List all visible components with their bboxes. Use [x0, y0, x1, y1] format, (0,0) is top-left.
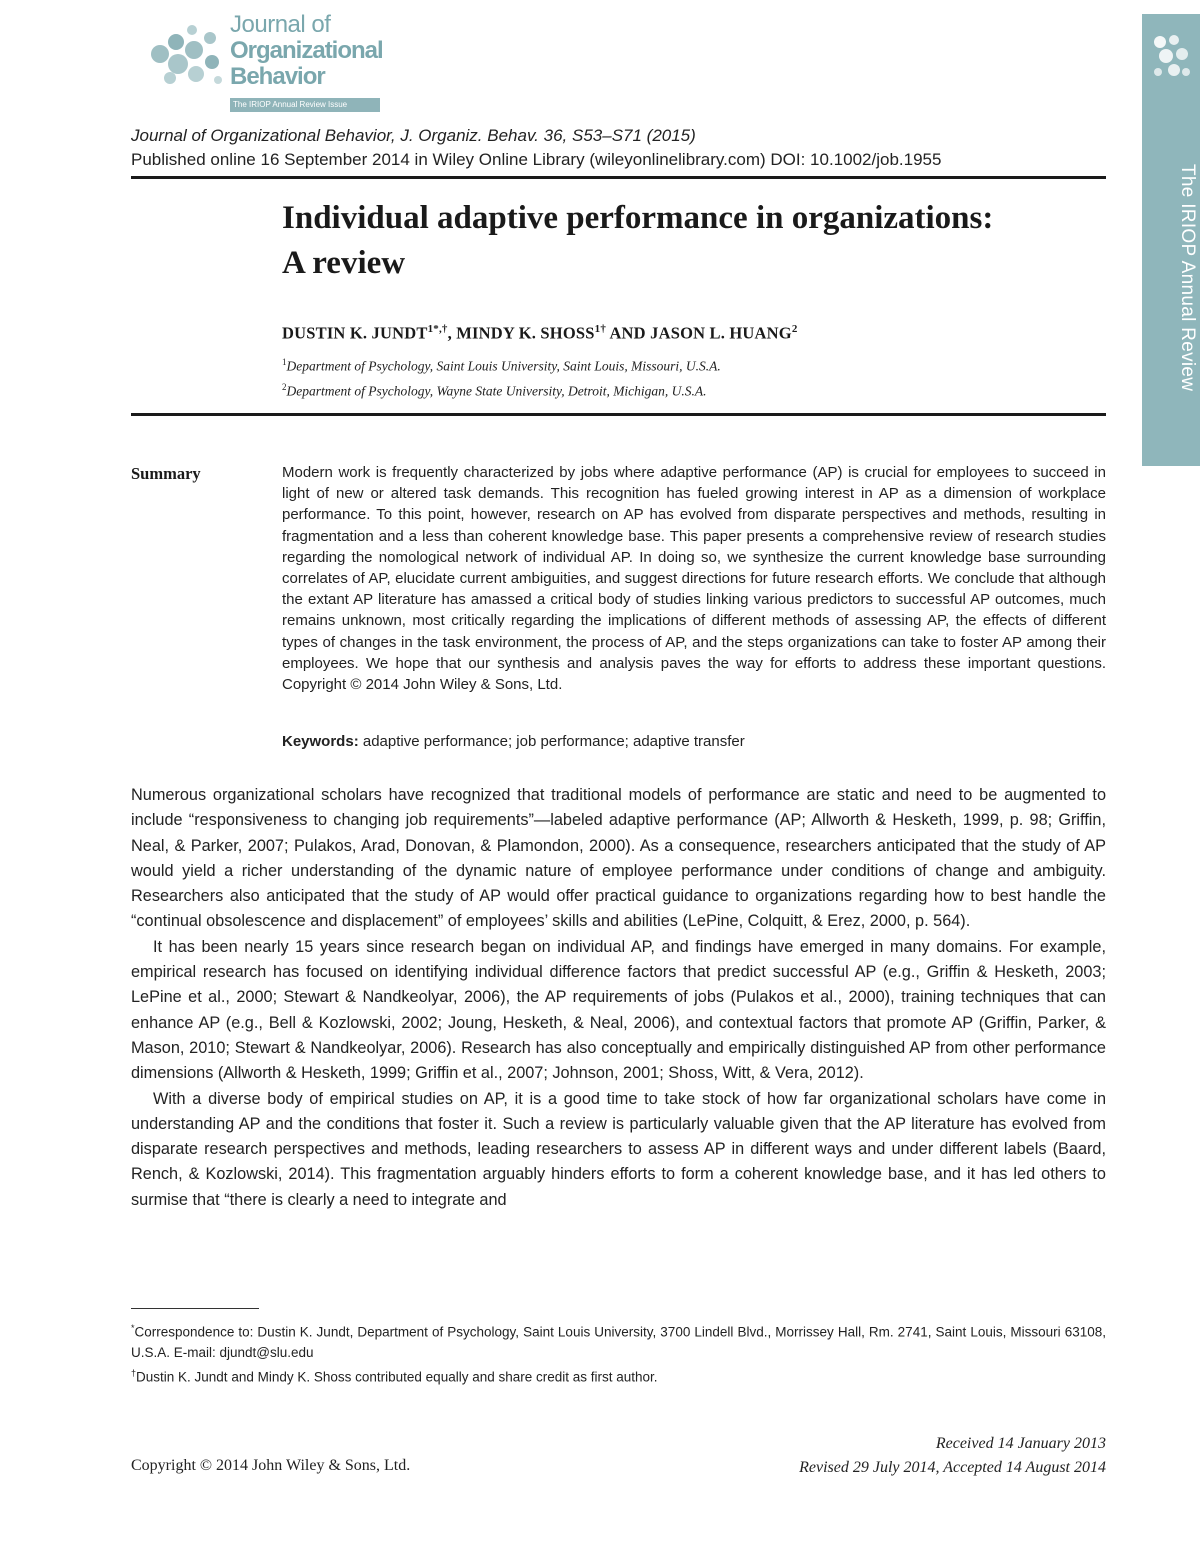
affiliation-mark: 2 — [282, 381, 287, 392]
logo-issue-strip: The IRIOP Annual Review Issue — [230, 98, 380, 112]
logo-line-3: Behavior — [230, 63, 325, 90]
article-body — [131, 783, 1106, 1213]
author-list — [282, 323, 798, 344]
affiliation-item — [282, 377, 721, 402]
footnote — [131, 1363, 1106, 1388]
footnote — [131, 1318, 1106, 1363]
body-paragraph: It has been nearly 15 years since research began on individual AP, and findings have emerged in many domains. For example, empirical research has focused on identifying individual difference factors that predict successful AP (e.g., Griffin & Hesketh, 2003; LePine et al., 2000; Stewart & Nandkeolyar, 2006), the AP requirements of jobs (Pulakos et al., 2000), training techniques that can enhance AP (e.g., Bell & Kozlowski, 2002; Joung, Hesketh, & Neal, 2006), and contextual factors that promote AP (Griffin, Parker, & Mason, 2010; Stewart & Nandkeolyar, 2006). Research has also conceptually and empirically distinguished AP from other performance dimensions (Allworth & Hesketh, 1999; Griffin et al., 2007; Johnson, 2001; Shoss, Witt, & Vera, 2012). — [131, 937, 1106, 1083]
affiliations — [282, 352, 721, 401]
article-title — [282, 196, 1112, 286]
footer-dates — [799, 1432, 1106, 1480]
footnotes — [131, 1318, 1106, 1387]
side-tab — [1142, 14, 1200, 466]
affiliation-item — [282, 352, 721, 377]
side-tab-label: The IRIOP Annual Review — [1177, 164, 1198, 392]
citation-block — [131, 124, 941, 172]
keywords-label: Keywords: — [282, 733, 359, 750]
author-name: JASON L. HUANG — [650, 323, 792, 343]
header-rule — [131, 176, 1106, 179]
title-line-1: Individual adaptive performance in organizations: — [282, 200, 994, 236]
author-separator: , — [447, 323, 457, 343]
keywords — [282, 733, 1106, 750]
author-affil-mark: 1† — [594, 323, 607, 335]
footnote-mark: † — [131, 1367, 137, 1378]
footnote-mark: * — [131, 1323, 135, 1333]
body-paragraph: With a diverse body of empirical studies on AP, it is a good time to take stock of how far organizational scholars have come in understanding AP and the conditions that foster it. Such a review is particularly valuable given that the AP literature has evolved from disparate research perspectives and methods, leading researchers to assess AP in different ways and under different labels (Baard, Rench, & Kozlowski, 2014). This fragmentation arguably hinders efforts to form a coherent knowledge base, and it has led others to surmise that “there is clearly a need to integrate and — [131, 1089, 1106, 1209]
author-affil-mark: 1*,† — [427, 323, 448, 335]
summary-abstract: Modern work is frequently characterized by jobs where adaptive performance (AP) is crucial for employees to succeed in light of new or altered task demands. This recognition has fueled growing interest in AP as a dimension of workplace performance. To this point, however, research on AP has evolved from disparate perspectives and methods, resulting in fragmentation and a less than coherent knowledge base. This paper presents a comprehensive review of research studies regarding the nomological network of individual AP. In doing so, we synthesize the current knowledge base surrounding correlates of AP, elucidate current ambiguities, and suggest directions for future research efforts. We conclude that although the extant AP literature has amassed a critical body of studies linking various predictors to successful AP outcomes, much remains unknown, most critically regarding the implications of different methods of assessing AP, the effects of different types of changes in the task environment, the process of AP, and the steps organizations can take to foster AP among their employees. We hope that our synthesis and analysis paves the way for efforts to address these important questions. Copyright © 2014 John Wiley & Sons, Ltd. — [282, 464, 1106, 694]
author-name: MINDY K. SHOSS — [456, 323, 595, 343]
title-line-2: A review — [282, 245, 406, 281]
affiliation-mark: 1 — [282, 357, 287, 367]
footer-copyright: Copyright © 2014 John Wiley & Sons, Ltd. — [131, 1457, 411, 1474]
author-name: DUSTIN K. JUNDT — [282, 323, 428, 343]
revised-accepted-date: Revised 29 July 2014, Accepted 14 August 2014 — [799, 1459, 1106, 1476]
logo-line-1: Journal of — [230, 11, 331, 38]
received-date: Received 14 January 2013 — [935, 1435, 1106, 1452]
keywords-list: adaptive performance; job performance; adaptive transfer — [358, 733, 745, 750]
footnote-text: Correspondence to: Dustin K. Jundt, Department of Psychology, Saint Louis University, 3700 Lindell Blvd., Morrissey Hall, Rm. 2741, Saint Louis, Missouri 63108, U.S.A. E-mail: djundt@slu.edu — [131, 1324, 1106, 1360]
author-and: AND — [606, 323, 651, 343]
affiliation-text: Department of Psychology, Saint Louis University, Saint Louis, Missouri, U.S.A. — [286, 358, 721, 374]
section-rule — [131, 413, 1106, 416]
journal-logo — [148, 12, 388, 116]
footnote-rule — [131, 1308, 259, 1309]
citation-line: Journal of Organizational Behavior, J. Organiz. Behav. 36, S53–S71 (2015) — [131, 126, 696, 145]
body-paragraph: Numerous organizational scholars have recognized that traditional models of performance are static and need to be augmented to include “responsiveness to changing job requirements”—labeled adaptive performance (AP; Allworth & Hesketh, 1999, p. 98; Griffin, Neal, & Parker, 2007; Pulakos, Arad, Donovan, & Plamondon, 2000). As a consequence, researchers anticipated that the study of AP would yield a richer understanding of the dynamic nature of employee performance under conditions of change and ambiguity. Researchers also anticipated that the study of AP would offer practical guidance to organizations regarding how to best handle the “continual obsolescence and displacement” of employees’ skills and abilities (LePine, Colquitt, & Erez, 2000, p. 564). — [131, 786, 1106, 931]
side-tab-dots-icon — [1150, 32, 1192, 86]
summary-heading: Summary — [131, 464, 201, 483]
author-affil-mark: 2 — [791, 323, 798, 335]
logo-wordmark — [230, 12, 383, 90]
publication-line: Published online 16 September 2014 in Wiley Online Library (wileyonlinelibrary.com) DOI: 10.1002/job.1955 — [131, 150, 942, 169]
logo-dots-icon — [148, 20, 226, 94]
logo-line-2: Organizational — [230, 37, 383, 64]
affiliation-text: Department of Psychology, Wayne State University, Detroit, Michigan, U.S.A. — [286, 383, 707, 398]
footnote-text: Dustin K. Jundt and Mindy K. Shoss contributed equally and share credit as first author. — [136, 1369, 658, 1384]
